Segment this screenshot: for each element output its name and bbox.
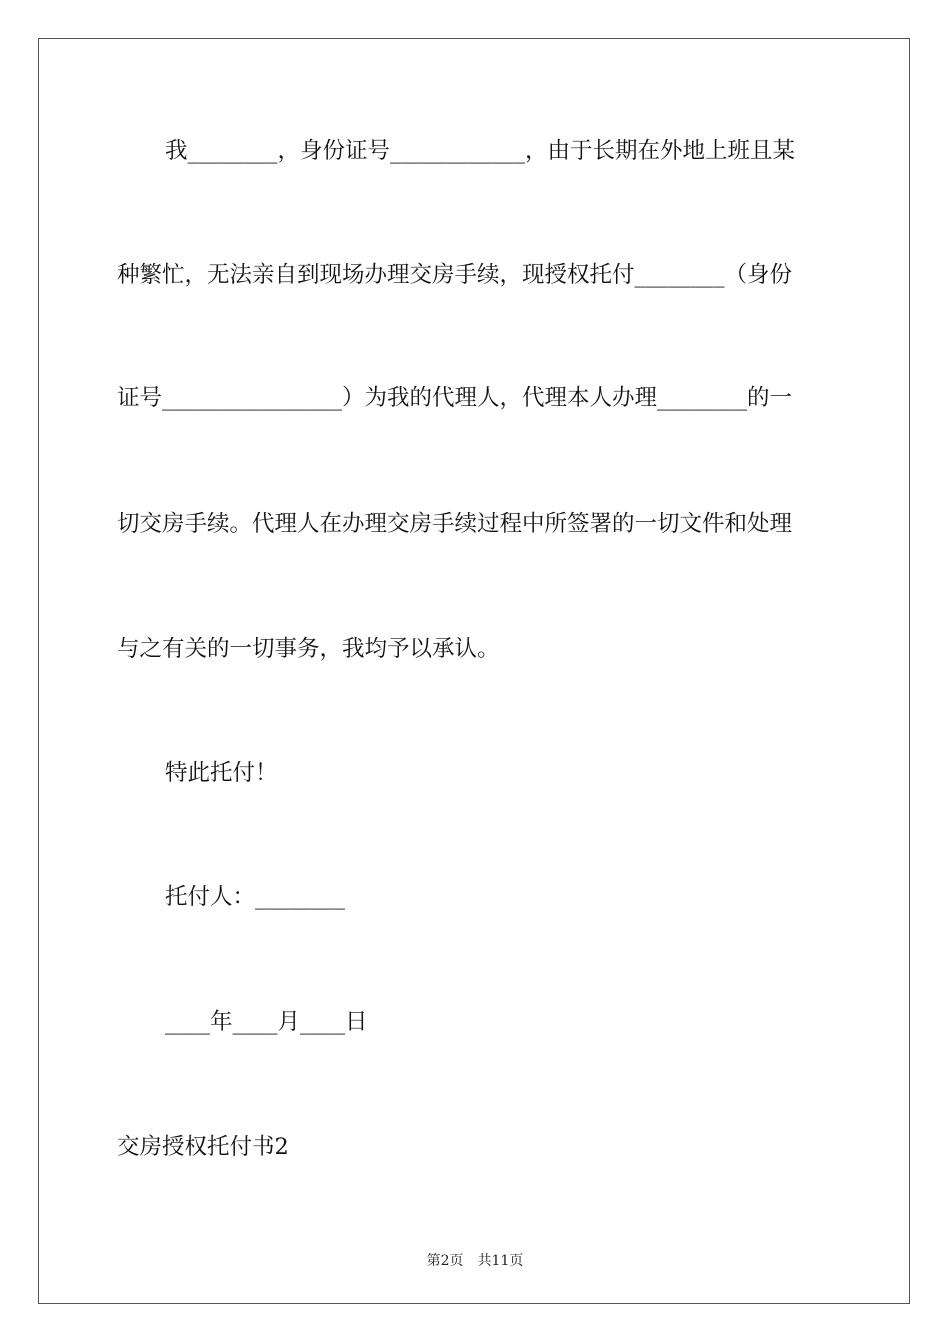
date-line: ____年____月____日 xyxy=(165,1009,368,1035)
body-line-4: 切交房手续。代理人在办理交房手续过程中所签署的一切文件和处理 xyxy=(117,511,793,537)
body-line-5: 与之有关的一切事务，我均予以承认。 xyxy=(117,636,500,662)
body-line-3: 证号________________）为我的代理人，代理本人办理________的一 xyxy=(117,385,793,411)
section-title: 交房授权托付书2 xyxy=(117,1134,289,1160)
page-number: 第2页 共11页 xyxy=(426,1253,524,1269)
closing-line: 特此托付！ xyxy=(165,760,278,786)
page-border xyxy=(38,38,910,1304)
body-line-1: 我________，身份证号____________，由于长期在外地上班且某 xyxy=(165,138,796,164)
body-line-2: 种繁忙，无法亲自到现场办理交房手续，现授权托付________（身份 xyxy=(117,262,793,288)
signer-line: 托付人：________ xyxy=(165,884,346,910)
